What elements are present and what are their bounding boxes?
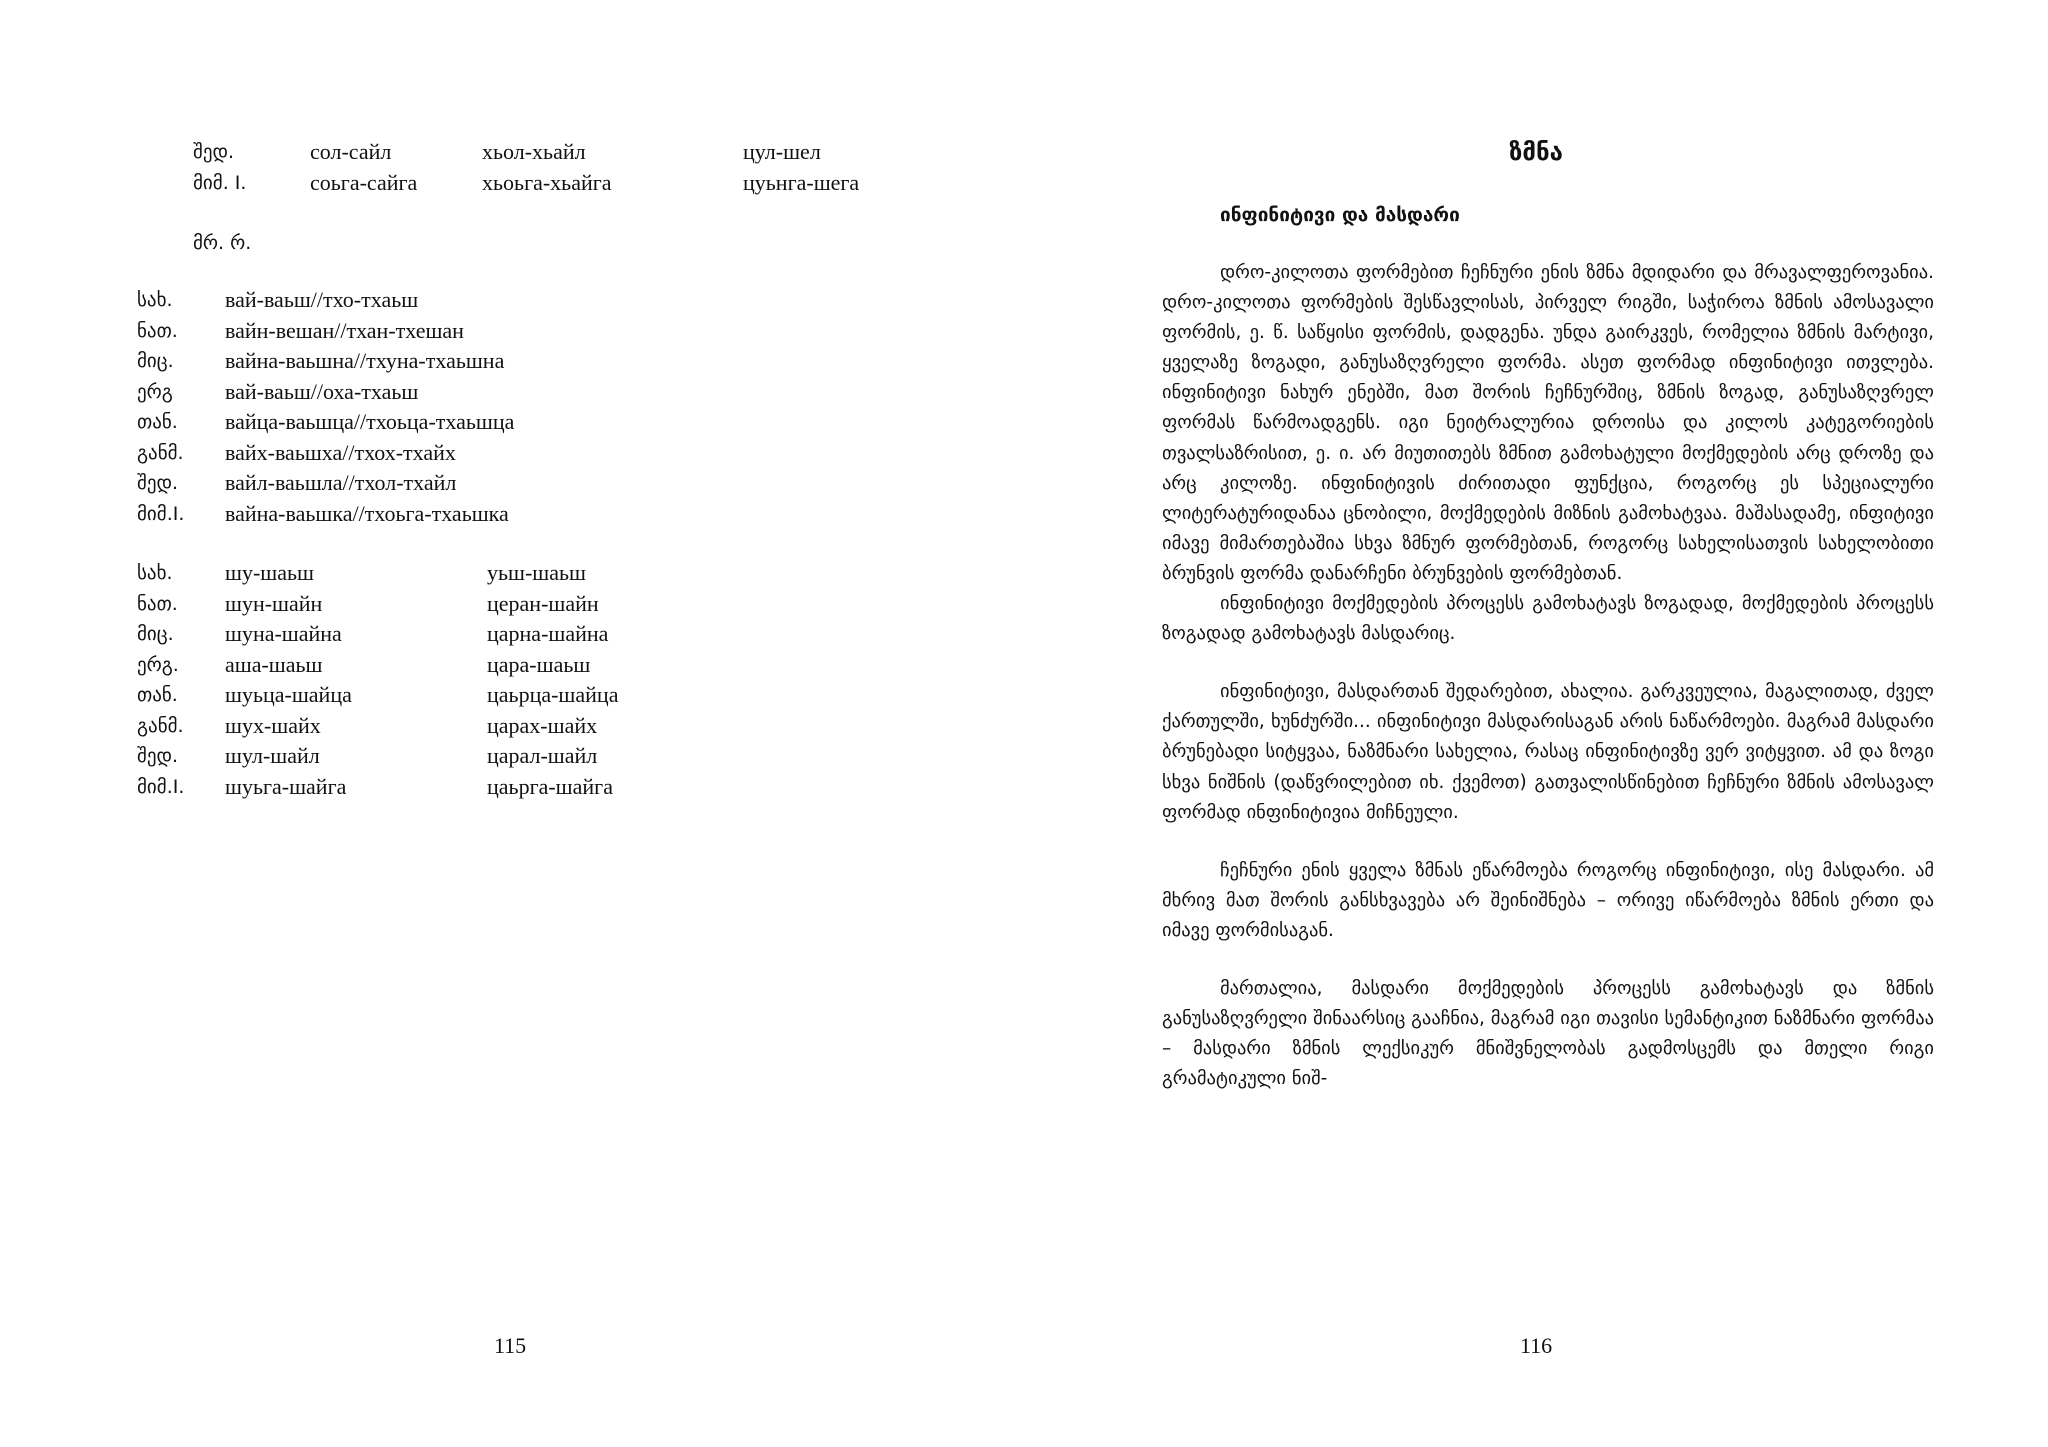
case-label: ნათ. — [137, 319, 178, 342]
form-cell: вай-ваьш//оха-тхаьш — [225, 378, 419, 404]
table-row — [137, 407, 514, 438]
form-cell: вайн-вешан//тхан-тхешан — [225, 317, 464, 343]
case-label: შედ. — [137, 745, 179, 768]
form-cell: вайна-ваьшна//тхуна-тхаьшна — [225, 348, 505, 374]
form-cell: шул-шайл — [225, 743, 320, 769]
table-row — [137, 711, 618, 742]
form-cell: царна-шайна — [487, 621, 609, 647]
declension-block-1 — [137, 285, 514, 529]
table-row — [137, 741, 618, 772]
case-label: თან. — [137, 684, 178, 707]
paragraph: მართალია, მასდარი მოქმედების პროცესს გამოხატავს და ზმნის განუსაზღვრელი შინაარსიც გააჩნია, მაგრამ იგი თავისი სემანტიკით ნაზმნარი ფორმაა – მასდარი ზმნის ლექსიკურ მნიშვნელობას გადმოსცემს და მთელი რიგი გრამატიკული ნიშ- — [1162, 977, 1934, 1090]
form-cell: цул-шел — [743, 138, 821, 164]
form-cell: шун-шайн — [225, 590, 323, 616]
table-row — [137, 680, 618, 711]
form-cell: сол-сайл — [310, 138, 392, 164]
form-cell: шуна-шайна — [225, 621, 342, 647]
form-cell: церан-шайн — [487, 590, 599, 616]
page-number: 116 — [1520, 1333, 1553, 1358]
form-cell: шу-шаьш — [225, 560, 314, 586]
form-cell: цуьнга-шега — [743, 169, 860, 195]
case-label: თან. — [137, 411, 178, 434]
form-cell: царах-шайх — [487, 712, 598, 738]
table-row — [137, 499, 514, 530]
form-cell: вайл-ваьшла//тхол-тхайл — [225, 470, 457, 496]
form-cell: шух-шайх — [225, 712, 321, 738]
form-cell: хьол-хьайл — [482, 138, 586, 164]
paragraph: ჩეჩნური ენის ყველა ზმნას ეწარმოება როგორც ინფინიტივი, ისე მასდარი. ამ მხრივ მათ შორის განსხვავება არ შეინიშნება – ორივე იწარმოება ზმნის ერთი და იმავე ფორმისაგან. — [1162, 859, 1934, 941]
plural-label: მრ. რ. — [193, 232, 252, 254]
table-row — [137, 285, 514, 316]
paragraph: ინფინიტივი, მასდართან შედარებით, ახალია. გარკვეულია, მაგალითად, ძველ ქართულში, ხუნძურში... ინფინიტივი მასდარისაგან არის ნაწარმოები. მაგრამ მასდარი ბრუნებადი სიტყვაა, ნაზმნარი სახელია, რასაც ინფინიტივზე ვერ ვიტყვით. ამ და ზოგი სხვა ნიშნის (დაწვრილებით იხ. ქვემოთ) გათვალისწინებით ჩეჩნური ზმნის ამოსავალ ფორმად ინფინიტივია მიჩნეული. — [1162, 681, 1934, 823]
table-row — [137, 468, 514, 499]
form-cell: уьш-шаьш — [487, 560, 586, 586]
form-cell: аша-шаьш — [225, 651, 323, 677]
table-row — [137, 650, 618, 681]
paragraph: ინფინიტივი მოქმედების პროცესს გამოხატავს ზოგადად, მოქმედების პროცესს ზოგადად გამოხატავს მასდარიც. — [1162, 593, 1934, 645]
case-label: მიმ.I. — [137, 502, 185, 525]
table-row — [137, 316, 514, 347]
case-label: ნათ. — [137, 592, 178, 615]
form-cell: соьга-сайга — [310, 169, 418, 195]
table-row — [137, 558, 618, 589]
page-number: 115 — [494, 1333, 527, 1358]
table-row — [137, 377, 514, 408]
case-label: მიმ.I. — [137, 775, 185, 798]
form-cell: вай-ваьш//тхо-тхаьш — [225, 287, 419, 313]
declension-block-2 — [137, 558, 618, 802]
case-label: სახ. — [137, 562, 173, 585]
case-label: განმ. — [137, 714, 184, 737]
pronoun-table-top — [193, 136, 859, 198]
form-cell: цаьрга-шайга — [487, 773, 613, 799]
table-row — [137, 438, 514, 469]
case-label: ერგ — [137, 380, 173, 403]
case-label: ერგ. — [137, 653, 179, 676]
form-cell: вайна-ваьшка//тхоьга-тхаьшка — [225, 500, 509, 526]
chapter-title: ზმნა — [1509, 138, 1563, 166]
table-row — [137, 589, 618, 620]
table-row — [137, 619, 618, 650]
table-row — [137, 772, 618, 803]
case-label: განმ. — [137, 441, 184, 464]
case-label: შედ. — [137, 472, 179, 495]
table-row — [137, 346, 514, 377]
case-label: მიც. — [137, 350, 174, 373]
form-cell: цара-шаьш — [487, 651, 591, 677]
paragraph: დრო-კილოთა ფორმებით ჩეჩნური ენის ზმნა მდიდარი და მრავალფეროვანია. დრო-კილოთა ფორმების შესწავლისას, პირველ რიგში, საჭიროა ზმნის ამოსავალი ფორმის, ე. წ. საწყისი ფორმის, დადგენა. უნდა გაირკვეს, რომელია ზმნის მარტივი, ყველაზე ზოგადი, განუსაზღვრელი ფორმა. ასეთ ფორმად ინფინიტივი ითვლება. ინფინიტივი ნახურ ენებში, მათ შორის ჩეჩნურშიც, ზმნის ზოგად, განუსაზღვრელ ფორმას წარმოადგენს. იგი ნეიტრალურია დროისა და კილოს კატეგორიების თვალსაზრისით, ე. ი. არ მიუთითებს ზმნით გამოხატული მოქმედების არც დროზე და არც კილოზე. ინფინიტივის ძირითადი ფუნქცია, როგორც ეს სპეციალური ლიტერატურიდანაა ცნობილი, მოქმედების მიზნის გამოხატვაა. მაშასადამე, ინფიტივი იმავე მიმართებაშია სხვა ზმნურ ფორმებთან, როგორც სახელისათვის სახელობითი ბრუნვის ფორმა დანარჩენი ბრუნვების ფორმებთან. — [1162, 262, 1934, 584]
form-cell: цаьрца-шайца — [487, 682, 619, 708]
case-label: შედ. — [193, 140, 235, 163]
right-page — [1024, 0, 2048, 1447]
section-title: ინფინიტივი და მასდარი — [1220, 204, 1460, 226]
form-cell: шуьца-шайца — [225, 682, 352, 708]
case-label: მიმ. I. — [193, 171, 247, 194]
form-cell: шуьга-шайга — [225, 773, 347, 799]
form-cell: хьоьга-хьайга — [482, 169, 612, 195]
form-cell: вайца-ваьшца//тхоьца-тхаьшца — [225, 409, 515, 435]
table-row — [193, 167, 859, 198]
table-row — [193, 136, 859, 167]
form-cell: царал-шайл — [487, 743, 598, 769]
form-cell: вайх-ваьшха//тхох-тхайх — [225, 439, 456, 465]
case-label: სახ. — [137, 289, 173, 312]
body-text — [1162, 258, 1934, 1094]
case-label: მიც. — [137, 623, 174, 646]
